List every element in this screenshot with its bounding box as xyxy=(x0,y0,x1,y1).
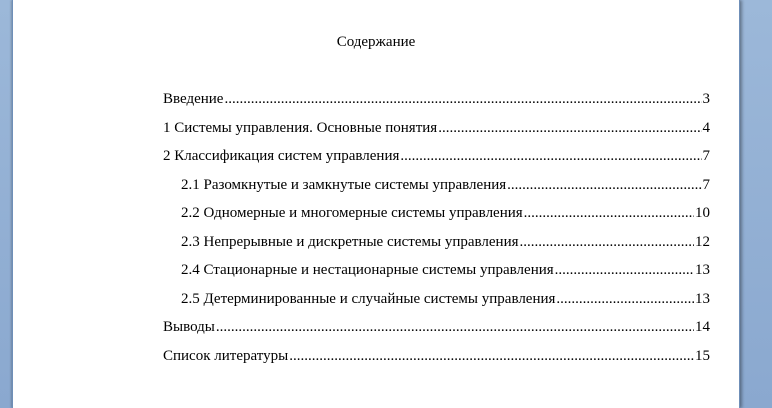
toc-page-number: 13 xyxy=(695,262,710,278)
toc-leader-dots xyxy=(507,176,701,194)
toc-entry-conclusions[interactable] xyxy=(163,318,710,347)
toc-heading: Содержание xyxy=(336,34,416,50)
toc-entry-introduction[interactable] xyxy=(163,90,710,119)
toc-entry-text: Список литературы xyxy=(163,347,289,364)
toc-leader-dots xyxy=(400,147,701,165)
toc-page-number: 13 xyxy=(695,290,710,307)
toc-entry-text: 2.3 Непрерывные и дискретные системы управления xyxy=(181,233,519,250)
toc-entry-chapter-1[interactable] xyxy=(163,119,710,148)
toc-leader-dots xyxy=(438,119,701,137)
document-page[interactable] xyxy=(12,0,740,408)
toc-page-number: 15 xyxy=(695,347,710,364)
toc-entry-text: 2.5 Детерминированные и случайные системы управления xyxy=(181,290,556,307)
toc-entry-text: 2.4 Стационарные и нестационарные системы управления xyxy=(181,262,554,278)
toc-leader-dots xyxy=(224,90,701,108)
toc-leader-dots xyxy=(289,347,694,365)
toc-entry-text: 1 Системы управления. Основные понятия xyxy=(163,119,438,136)
toc-entry-chapter-2[interactable] xyxy=(163,147,710,176)
toc-page-number: 7 xyxy=(702,176,710,193)
toc-entry-section-2-1[interactable] xyxy=(181,176,710,205)
toc-page-number: 14 xyxy=(695,319,710,335)
toc-entry-text: 2.1 Разомкнутые и замкнутые системы управления xyxy=(181,176,507,193)
toc-entry-text: 2 Классификация систем управления xyxy=(163,148,400,164)
toc-page-number: 12 xyxy=(695,233,710,250)
toc-page-number: 7 xyxy=(702,148,710,164)
toc-entry-section-2-4[interactable] xyxy=(181,261,710,290)
toc-page-number: 4 xyxy=(702,119,710,136)
toc-entry-text: Выводы xyxy=(163,319,215,335)
toc-leader-dots xyxy=(556,290,694,308)
toc-entry-section-2-2[interactable] xyxy=(181,204,710,233)
toc-entry-section-2-5[interactable] xyxy=(181,290,710,319)
toc-page-number: 10 xyxy=(695,205,710,221)
toc-entry-references[interactable] xyxy=(163,347,710,376)
toc-page-number: 3 xyxy=(702,91,710,107)
toc-leader-dots xyxy=(524,204,694,222)
toc-entry-text: 2.2 Одномерные и многомерные системы управления xyxy=(181,205,523,221)
toc-leader-dots xyxy=(216,318,694,336)
toc-entry-section-2-3[interactable] xyxy=(181,233,710,262)
toc-leader-dots xyxy=(555,261,694,279)
table-of-contents xyxy=(163,90,710,375)
toc-leader-dots xyxy=(520,233,695,251)
toc-entry-text: Введение xyxy=(163,91,224,107)
